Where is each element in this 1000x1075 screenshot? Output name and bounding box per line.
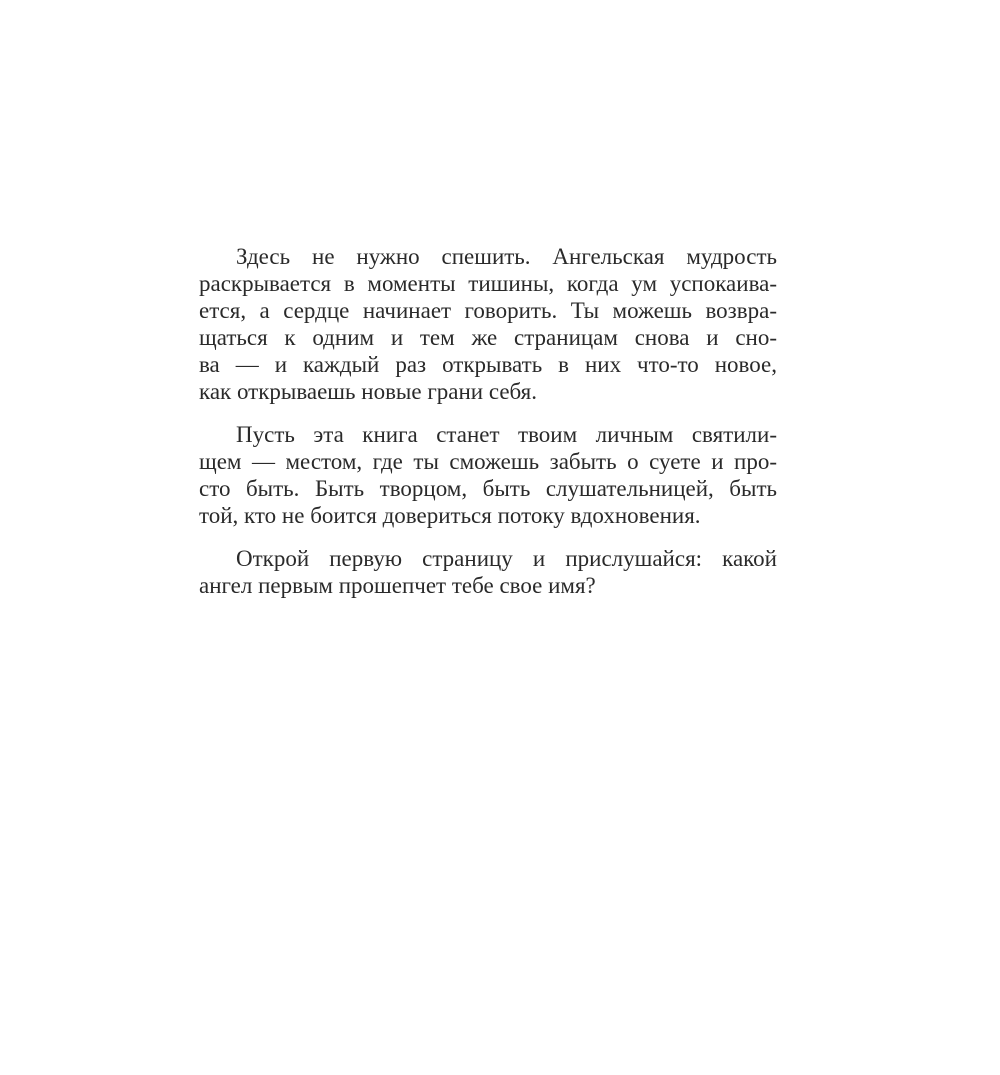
- text-line: той, кто не боится довериться потоку вдохновения.: [199, 503, 701, 528]
- text-line: ется, а сердце начинает говорить. Ты можешь возвра-: [199, 298, 777, 323]
- paragraph: [199, 545, 777, 599]
- text-line: ангел первым прошепчет тебе свое имя?: [199, 573, 596, 598]
- text-line: сто быть. Быть творцом, быть слушательницей, быть: [199, 476, 777, 501]
- paragraph: [199, 421, 777, 529]
- text-line: щем — местом, где ты сможешь забыть о суете и про-: [199, 449, 777, 474]
- text-line: щаться к одним и тем же страницам снова и сно-: [199, 325, 777, 350]
- text-line: как открываешь новые грани себя.: [199, 379, 538, 404]
- text-line: раскрывается в моменты тишины, когда ум успокаива-: [199, 271, 777, 296]
- text-line: Открой первую страницу и прислушайся: какой: [236, 546, 777, 571]
- paragraph: [199, 243, 777, 405]
- page-text-block: [199, 243, 777, 599]
- text-line: Здесь не нужно спешить. Ангельская мудрость: [236, 244, 777, 269]
- text-line: ва — и каждый раз открывать в них что-то новое,: [199, 352, 777, 377]
- text-line: Пусть эта книга станет твоим личным святили-: [236, 422, 777, 447]
